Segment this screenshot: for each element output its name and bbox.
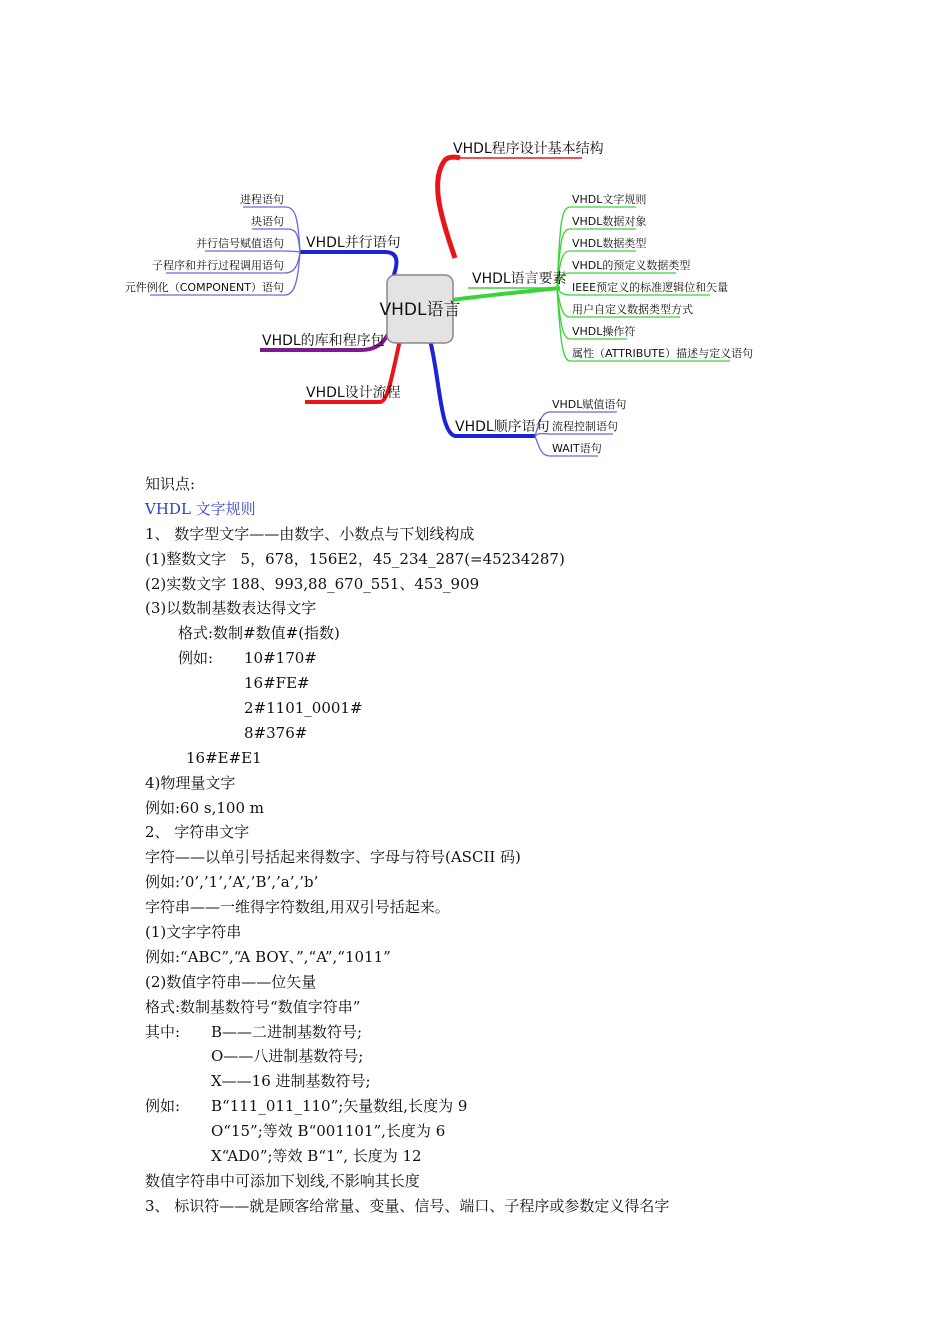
vector-example: B“111_011_110”;矢量数组,长度为 9 [211,1097,468,1116]
vhdl-mind-map [0,0,950,470]
branch-elements-green [452,288,560,300]
among-label: 其中: [145,1022,181,1041]
label-concurrent: VHDL并行语句 [306,235,401,251]
concurrent-leaf: 元件例化（COMPONENT）语句 [124,281,284,294]
numeric-string-format: 格式:数制基数符号“数值字符串” [145,997,361,1016]
sequential-leaf: VHDL赋值语句 [552,398,627,411]
element-leaf: VHDL数据类型 [572,237,647,250]
base-example: 8#376# [244,723,308,742]
vector-example: O“15”;等效 B“001101”,长度为 6 [211,1122,446,1141]
sequential-leaf: WAIT语句 [552,442,602,455]
concurrent-leaf: 块语句 [251,215,284,228]
section-heading: VHDL 文字规则 [145,499,256,518]
format-line: 格式:数制#数值#(指数) [178,624,340,643]
base-symbol: O——八进制基数符号; [211,1047,364,1066]
text-string-example: 例如:“ABC”,“A BOY、”,“A”,“1011” [145,947,391,966]
element-leaf: VHDL的预定义数据类型 [572,259,691,272]
base-literals-title: (3)以数制基数表达得文字 [145,599,317,618]
base-example: 16#FE# [244,674,310,693]
char-example: 例如:’0’,’1’,’A’,’B’,’a’,’b’ [145,873,319,892]
base-example: 2#1101_0001# [244,699,363,718]
base-example: 16#E#E1 [186,748,262,767]
label-flow: VHDL设计流程 [306,385,401,401]
base-example-row [145,646,845,671]
section-1-title: 1、 数字型文字——由数字、小数点与下划线构成 [145,524,475,543]
numeric-string-title: (2)数值字符串——位矢量 [145,972,317,991]
physical-literals-example: 例如:60 s,100 m [145,798,264,817]
physical-literals-title: 4)物理量文字 [145,773,236,792]
concurrent-leaf: 子程序和并行过程调用语句 [152,259,284,272]
label-sequential: VHDL顺序语句 [455,419,550,435]
vector-example-row [145,1094,845,1119]
element-leaf: VHDL操作符 [572,325,636,338]
element-leaf: VHDL数据对象 [572,215,647,228]
label-library: VHDL的库和程序包 [262,333,385,349]
real-literals: (2)实数文字 188、993,88_670_551、453_909 [145,574,480,593]
element-leaf: 用户自定义数据类型方式 [572,303,693,316]
text-string-title: (1)文字字符串 [145,923,242,942]
label-elements: VHDL语言要素 [472,271,567,287]
element-leaf: IEEE预定义的标准逻辑位和矢量 [572,281,729,294]
base-example: 10#170# [244,649,317,668]
base-symbol: B——二进制基数符号; [211,1022,363,1041]
base-symbol-row [145,1020,845,1045]
concurrent-leaf: 并行信号赋值语句 [196,237,284,250]
center-node-label: VHDL语言 [379,300,461,320]
label-top: VHDL程序设计基本结构 [453,141,604,157]
branch-concurrent-blue [300,252,396,280]
vector-example: X“AD0”;等效 B“1”, 长度为 12 [211,1147,422,1166]
sequential-leaf: 流程控制语句 [552,420,618,433]
underscore-note: 数值字符串中可添加下划线,不影响其长度 [145,1171,420,1190]
element-leaf: 属性（ATTRIBUTE）描述与定义语句 [572,347,754,360]
example-label: 例如: [178,649,214,668]
section-3-title: 3、 标识符——就是顾客给常量、变量、信号、端口、子程序或参数定义得名字 [145,1196,670,1215]
branch-top-red [438,157,460,258]
string-definition: 字符串——一维得字符数组,用双引号括起来。 [145,898,450,917]
document-body [145,472,845,1219]
section-2-title: 2、 字符串文字 [145,823,250,842]
element-leaf: VHDL文字规则 [572,193,647,206]
integer-literals: (1)整数文字 5，678，156E2，45_234_287(=45234287) [145,549,565,568]
example-label-2: 例如: [145,1097,181,1116]
concurrent-leaf: 进程语句 [240,193,284,206]
char-definition: 字符——以单引号括起来得数字、字母与符号(ASCII 码) [145,848,521,867]
base-symbol: X——16 进制基数符号; [211,1072,371,1091]
knowledge-label: 知识点: [145,475,196,493]
